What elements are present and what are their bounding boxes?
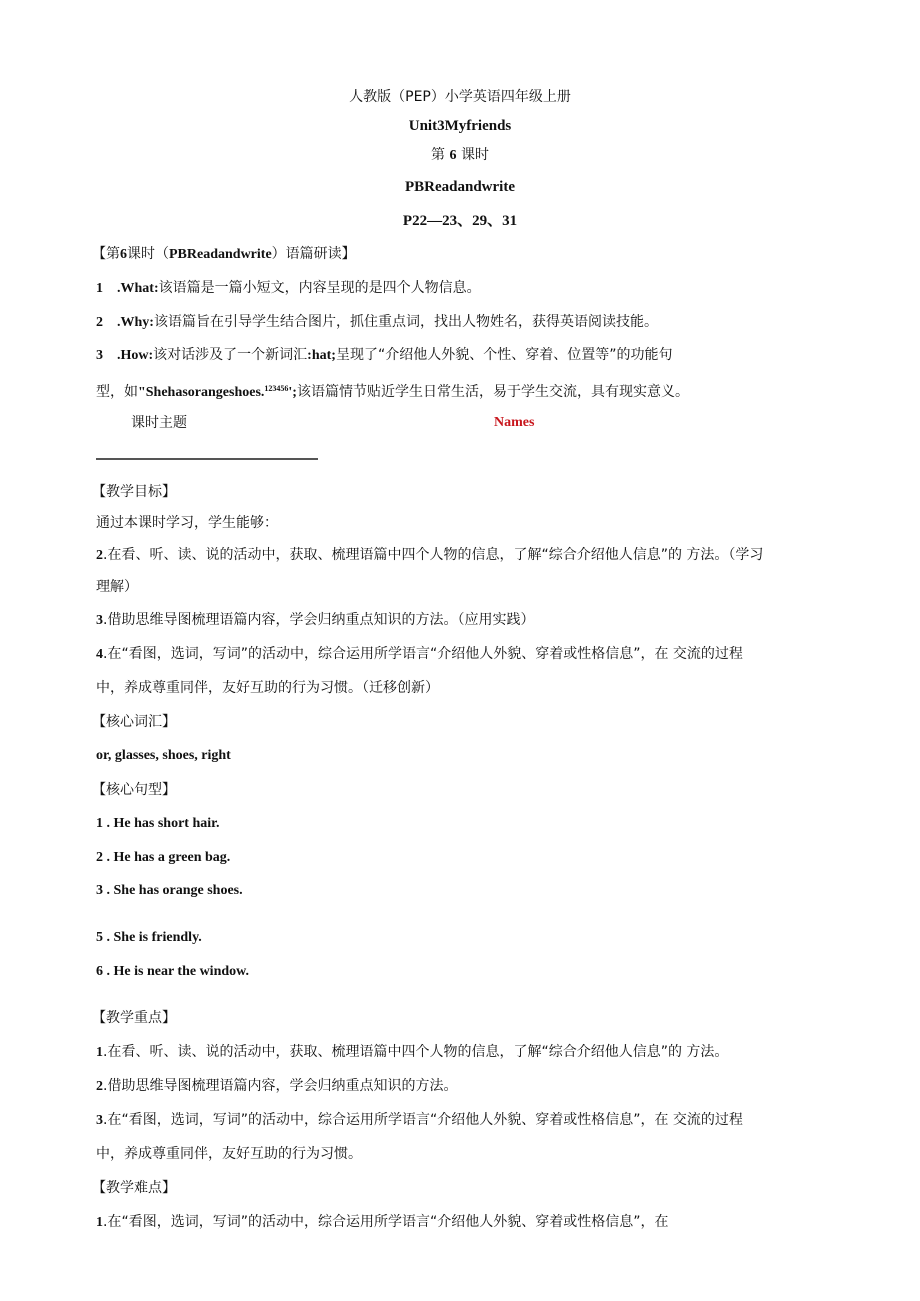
vocabulary-words: or, glasses, shoes, right bbox=[96, 748, 231, 763]
difficulty-item: 1.在“看图，选词，写词”的活动中，综合运用所学语言“介绍他人外貌、穿着或性格信息”，在 bbox=[96, 1214, 669, 1230]
key-point-item: 2.借助思维导图梳理语篇内容，学会归纳重点知识的方法。 bbox=[96, 1078, 458, 1094]
sentence-item: 3 . She has orange shoes. bbox=[96, 883, 243, 898]
key-point-item-cont: 中，养成尊重同伴，友好互助的行为习惯。 bbox=[96, 1146, 362, 1162]
sentence-item: 2 . He has a green bag. bbox=[96, 850, 231, 865]
objective-item: 4.在“看图，选词，写词”的活动中，综合运用所学语言“介绍他人外貌、穿着或性格信息”，在 交流的过程 bbox=[96, 646, 743, 662]
theme-label: 课时主题 bbox=[131, 415, 187, 431]
section-title: PBReadandwrite bbox=[405, 179, 515, 195]
objective-item-cont: 中，养成尊重同伴，友好互助的行为习惯。（迁移创新） bbox=[96, 680, 439, 696]
sentence-item: 5 . She is friendly. bbox=[96, 930, 202, 945]
divider-line bbox=[96, 458, 318, 460]
sentence-item: 6 . He is near the window. bbox=[96, 964, 249, 979]
sentence-item: 1 . He has short hair. bbox=[96, 816, 220, 831]
theme-value: Names bbox=[494, 415, 535, 430]
vocabulary-heading: 【核心词汇】 bbox=[92, 714, 176, 730]
lesson-number: 6 bbox=[449, 148, 457, 163]
difficulties-heading: 【教学难点】 bbox=[92, 1180, 176, 1196]
analysis-heading: 【第6课时（PBReadandwrite）语篇研读】 bbox=[92, 246, 356, 262]
objective-item: 2.在看、听、读、说的活动中，获取、梳理语篇中四个人物的信息，了解“综合介绍他人信息”的 方法。（学习 bbox=[96, 547, 764, 563]
lesson-suffix: 课时 bbox=[460, 147, 489, 163]
analysis-item-how-cont: 型，如"Shehasorangeshoes.$^{123456}$';该语篇情节贴近学生日常生活，易于学生交流，具有现实意义。 bbox=[96, 384, 689, 400]
objective-item: 3.借助思维导图梳理语篇内容，学会归纳重点知识的方法。（应用实践） bbox=[96, 612, 535, 628]
sentences-heading: 【核心句型】 bbox=[92, 782, 176, 798]
key-points-heading: 【教学重点】 bbox=[92, 1010, 176, 1026]
objective-item-cont: 理解） bbox=[96, 579, 138, 595]
analysis-item-why: 2 .Why:该语篇旨在引导学生结合图片，抓住重点词，找出人物姓名，获得英语阅读技能。 bbox=[96, 314, 658, 330]
analysis-item-how: 3 .How:该对话涉及了一个新词汇:hat;呈现了“介绍他人外貌、个性、穿着、位置等”的功能句 bbox=[96, 347, 673, 363]
book-title: 人教版（PEP）小学英语四年级上册 bbox=[349, 89, 571, 105]
objectives-heading: 【教学目标】 bbox=[92, 484, 176, 500]
objectives-intro: 通过本课时学习，学生能够： bbox=[96, 515, 278, 531]
analysis-item-what: 1 .What:该语篇是一篇小短文，内容呈现的是四个人物信息。 bbox=[96, 280, 481, 296]
key-point-item: 3.在“看图，选词，写词”的活动中，综合运用所学语言“介绍他人外貌、穿着或性格信息”，在 交流的过程 bbox=[96, 1112, 743, 1128]
page-range: P22—23、29、31 bbox=[402, 213, 518, 229]
lesson-prefix: 第 bbox=[431, 147, 446, 163]
unit-title: Unit3Myfriends bbox=[408, 118, 512, 134]
key-point-item: 1.在看、听、读、说的活动中，获取、梳理语篇中四个人物的信息，了解“综合介绍他人信息”的 方法。 bbox=[96, 1044, 729, 1060]
lesson-title bbox=[0, 146, 920, 165]
